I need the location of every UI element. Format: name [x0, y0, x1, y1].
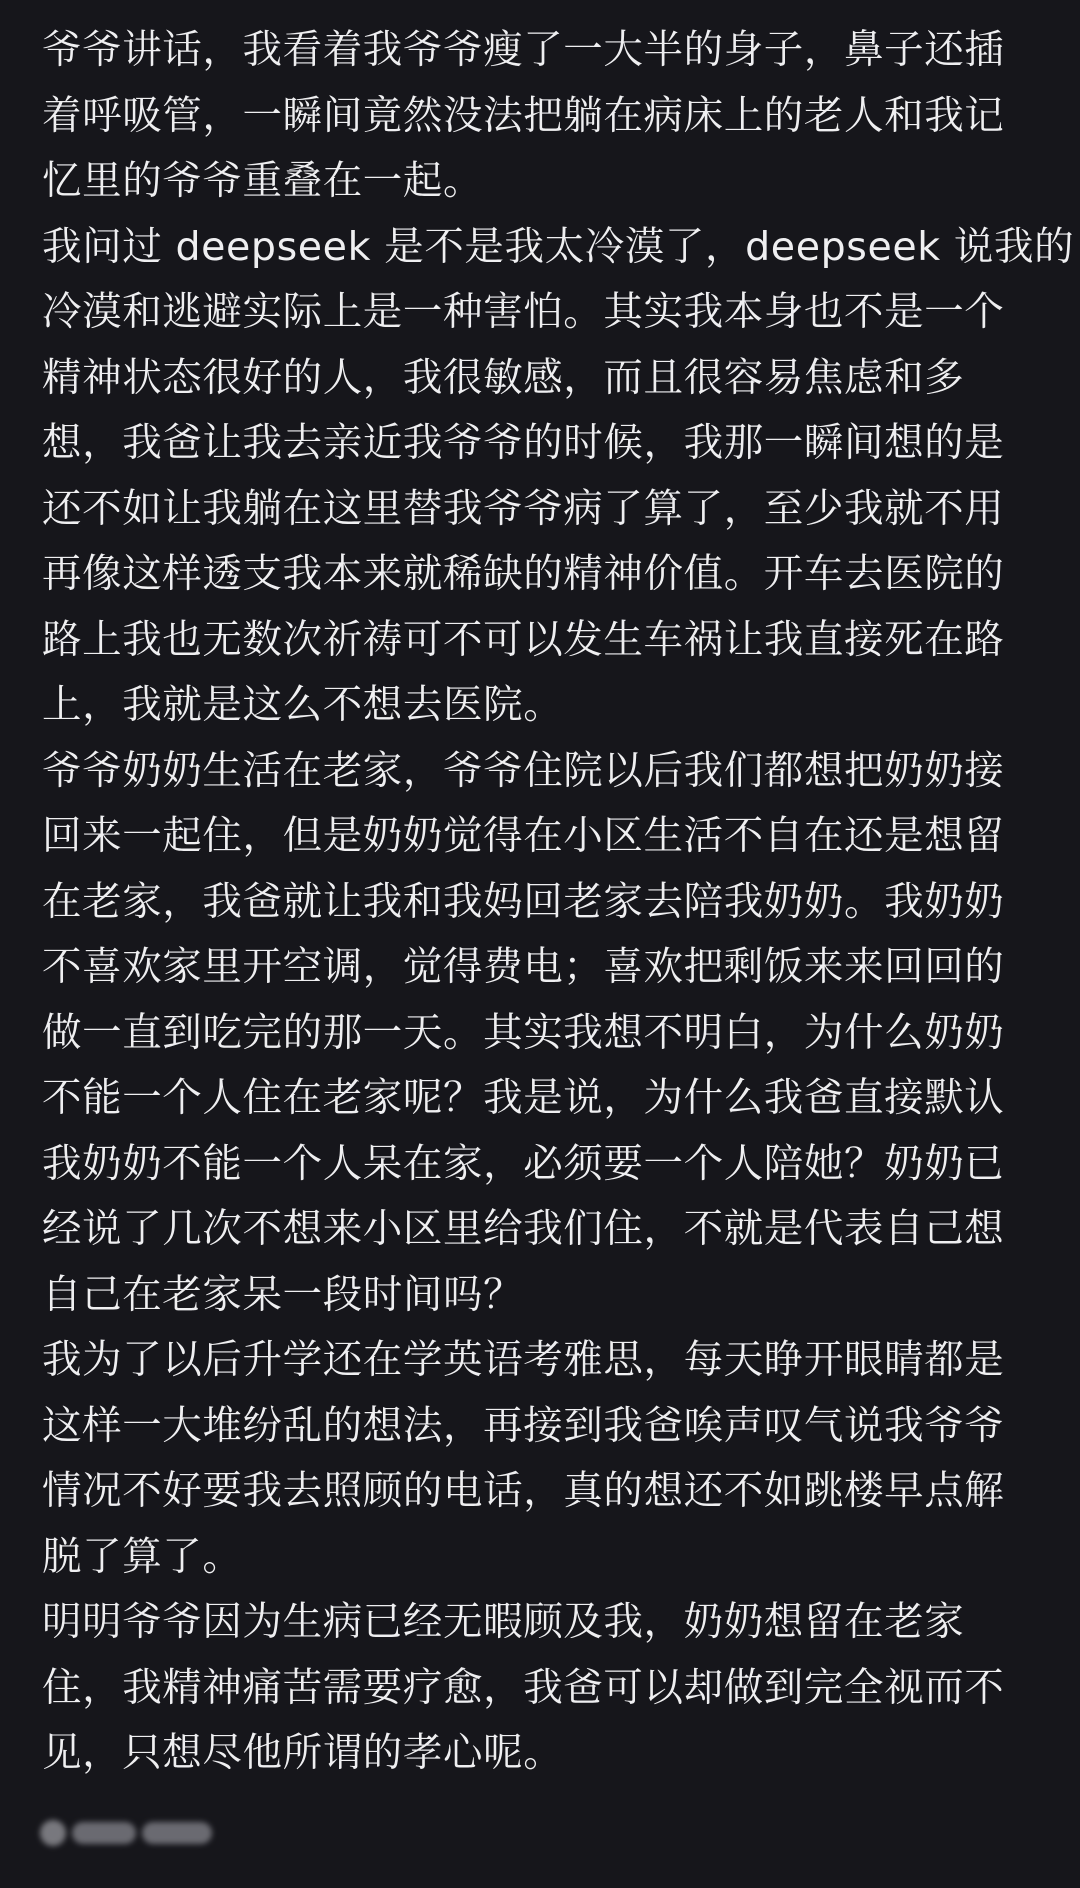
watermark-bar [142, 1822, 212, 1844]
text-line: 忆里的爷爷重叠在一起。 [42, 158, 484, 204]
text-line: 在老家，我爸就让我和我妈回老家去陪我奶奶。我奶奶 [42, 878, 1005, 925]
text-line: 路上我也无数次祈祷可不可以发生车祸让我直接死在路 [42, 616, 1005, 663]
text-line: 再像这样透支我本来就稀缺的精神价值。开车去医院的 [42, 551, 1005, 597]
text-line: 着呼吸管，一瞬间竟然没法把躺在病床上的老人和我记 [42, 92, 1005, 139]
text-line: 明明爷爷因为生病已经无暇顾及我，奶奶想留在老家 [42, 1599, 965, 1645]
text-line: 我问过 deepseek 是不是我太冷漠了，deepseek 说我的 [42, 223, 1075, 270]
text-line: 想，我爸让我去亲近我爷爷的时候，我那一瞬间想的是 [42, 420, 1005, 466]
text-line: 自己在老家呆一段时间吗？ [42, 1271, 524, 1318]
text-line: 见，只想尽他所谓的孝心呢。 [42, 1730, 564, 1776]
blurred-watermark [40, 1818, 222, 1848]
text-line: 不能一个人住在老家呢？我是说，为什么我爸直接默认 [42, 1075, 1005, 1121]
text-line: 脱了算了。 [42, 1533, 243, 1580]
text-line: 不喜欢家里开空调，觉得费电；喜欢把剩饭来来回回的 [42, 944, 1005, 990]
text-line: 还不如让我躺在这里替我爷爷病了算了，至少我就不用 [42, 485, 1005, 532]
text-line: 住，我精神痛苦需要疗愈，我爸可以却做到完全视而不 [42, 1664, 1005, 1711]
text-line: 爷爷奶奶生活在老家，爷爷住院以后我们都想把奶奶接 [42, 747, 1005, 794]
text-line: 回来一起住，但是奶奶觉得在小区生活不自在还是想留 [42, 813, 1005, 859]
text-line: 经说了几次不想来小区里给我们住，不就是代表自己想 [42, 1206, 1005, 1252]
text-line: 冷漠和逃避实际上是一种害怕。其实我本身也不是一个 [42, 289, 1005, 335]
text-line: 精神状态很好的人，我很敏感，而且很容易焦虑和多 [42, 354, 965, 401]
text-line: 这样一大堆纷乱的想法，再接到我爸唉声叹气说我爷爷 [42, 1402, 1005, 1449]
watermark-avatar-icon [40, 1820, 66, 1846]
text-line: 上，我就是这么不想去医院。 [42, 682, 564, 728]
watermark-bar [72, 1822, 136, 1844]
text-line: 我为了以后升学还在学英语考雅思，每天睁开眼睛都是 [42, 1337, 1005, 1383]
text-line: 我奶奶不能一个人呆在家，必须要一个人陪她？奶奶已 [42, 1140, 1005, 1187]
text-line: 做一直到吃完的那一天。其实我想不明白，为什么奶奶 [42, 1009, 1005, 1056]
post-body [42, 18, 1075, 1787]
text-line: 情况不好要我去照顾的电话，真的想还不如跳楼早点解 [42, 1468, 1005, 1514]
text-line: 爷爷讲话，我看着我爷爷瘦了一大半的身子，鼻子还插 [42, 27, 1005, 73]
